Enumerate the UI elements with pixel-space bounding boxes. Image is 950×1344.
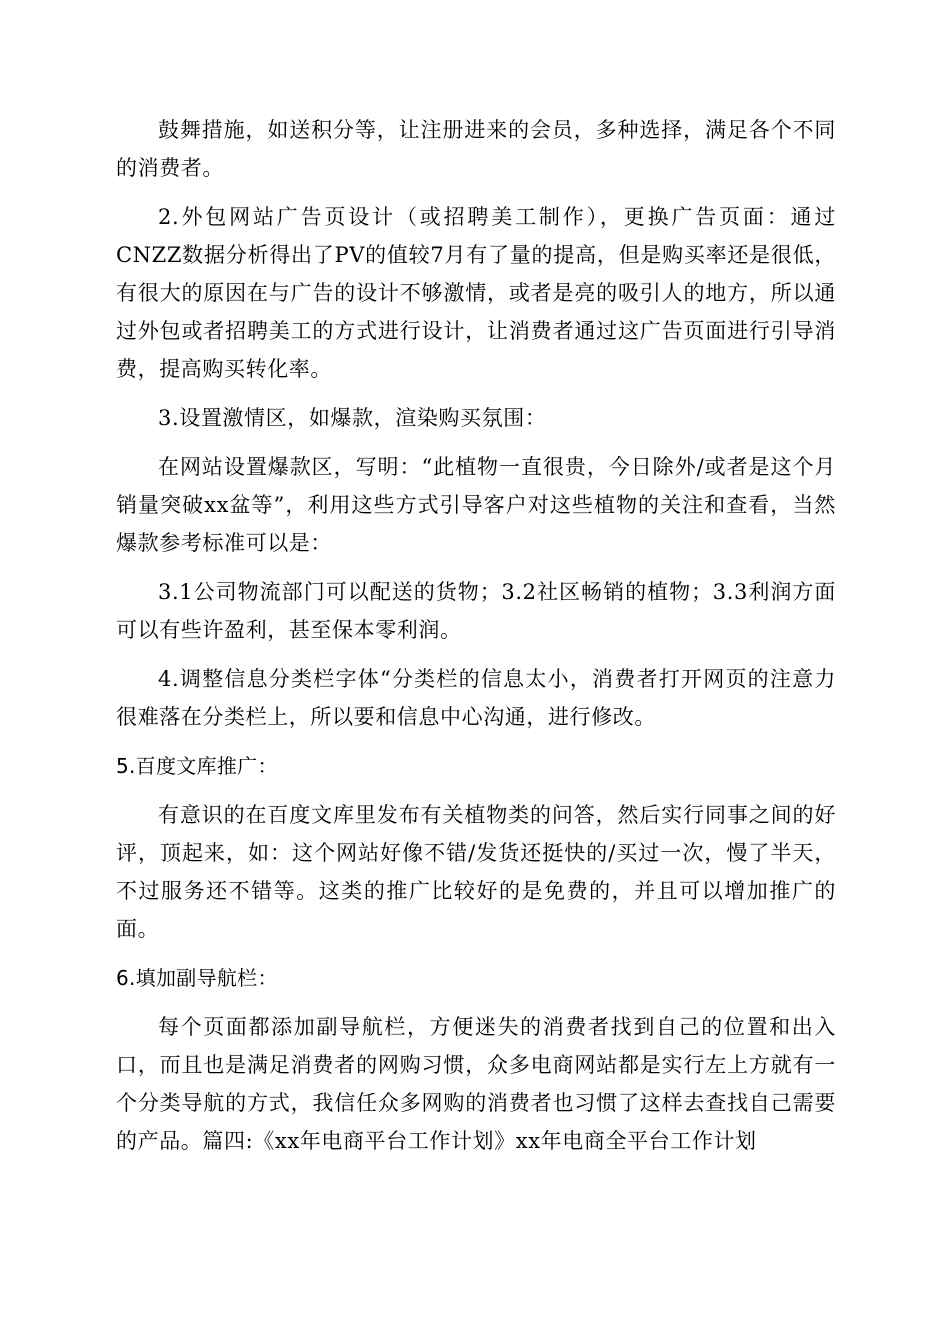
paragraph-sub-navigation: 每个页面都添加副导航栏，方便迷失的消费者找到自己的位置和出入口，而且也是满足消费者的网购习惯，众多电商网站都是实行左上方就有一个分类导航的方式，我信任众多网购的消费者也习惯了这样去查找自己需要的产品。篇四:《xx年电商平台工作计划》xx年电商全平台工作计划 <box>116 1015 836 1153</box>
document-page <box>116 111 836 1171</box>
paragraph-incentives: 鼓舞措施，如送积分等，让注册进来的会员，多种选择，满足各个不同的消费者。 <box>116 118 836 180</box>
paragraph-category-font: 4.调整信息分类栏字体“分类栏的信息太小，消费者打开网页的注意力很难落在分类栏上，所以要和信息中心沟通，进行修改。 <box>116 667 836 729</box>
paragraph-hot-zone-title: 3.设置激情区，如爆款，渲染购买氛围： <box>158 406 547 430</box>
paragraph-baidu-wenku: 有意识的在百度文库里发布有关植物类的问答，然后实行同事之间的好评，顶起来，如：这个网站好像不错/发货还挺快的/买过一次，慢了半天，不过服务还不错等。这类的推广比较好的是免费的，并且可以增加推广的面。 <box>116 803 836 941</box>
heading-sub-navigation: 6.填加副导航栏： <box>116 966 278 990</box>
paragraph-hot-zone-detail: 在网站设置爆款区，写明：“此植物一直很贵，今日除外/或者是这个月销量突破xx盆等”，利用这些方式引导客户对这些植物的关注和查看，当然爆款参考标准可以是： <box>116 455 836 555</box>
heading-baidu-wenku: 5.百度文库推广： <box>116 754 278 778</box>
paragraph-ad-page-design: 2.外包网站广告页设计（或招聘美工制作），更换广告页面：通过CNZZ数据分析得出了PV的值较7月有了量的提高，但是购买率还是很低，有很大的原因在与广告的设计不够激情，或者是亮的吸引人的地方，所以通过外包或者招聘美工的方式进行设计，让消费者通过这广告页面进行引导消费，提高购买转化率。 <box>116 205 836 381</box>
paragraph-hot-criteria: 3.1公司物流部门可以配送的货物；3.2社区畅销的植物；3.3利润方面可以有些许盈利，甚至保本零利润。 <box>116 580 836 642</box>
